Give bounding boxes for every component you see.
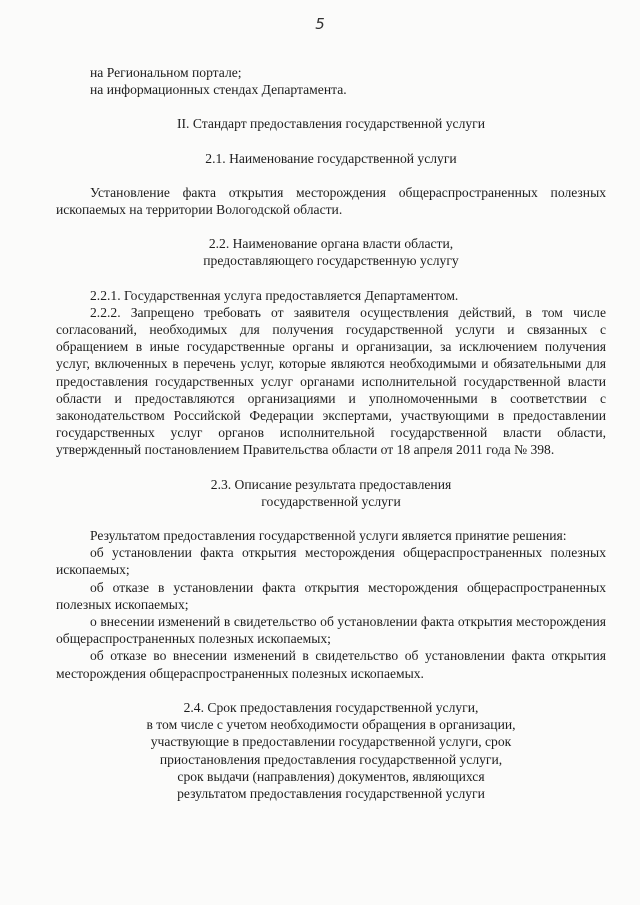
subsection-2-4-heading-line-5: срок выдачи (направления) документов, являющихся (177, 768, 485, 784)
subsection-2-3-heading-line-2: государственной услуги (261, 493, 401, 509)
subsection-2-1-heading: 2.1. Наименование государственной услуги (205, 150, 457, 166)
document-body (56, 64, 606, 802)
subsection-2-3-heading-line-1: 2.3. Описание результата предоставления (210, 476, 452, 492)
subsection-2-4-heading-line-1: 2.4. Срок предоставления государственной услуги, (183, 699, 479, 715)
subsection-2-4-heading-line-3: участвующие в предоставлении государственной услуги, срок (150, 734, 512, 750)
paragraph-2-3-result: Результатом предоставления государственной услуги является принятие решения: (90, 528, 567, 544)
paragraph-2-3-item-3: о внесении изменений в свидетельство об установлении факта открытия месторождения общераспространенных полезных ископаемых; (56, 614, 606, 647)
subsection-2-1-text: Установление факта открытия месторождения общераспространенных полезных ископаемых на территории Вологодской области. (56, 184, 606, 218)
subsection-2-4-heading-line-2: в том числе с учетом необходимости обращения в организации, (146, 717, 516, 733)
paragraph-2-2-2: 2.2.2. Запрещено требовать от заявителя осуществления действий, в том числе согласований, необходимых для получения государственной услуги и связанных с обращением в иные государственные органы и организации, за исключением получения услуг, включенных в перечень услуг, которые являются необходимыми и обязательными для предоставления государственных услуг органами исполнительной государственной власти области и предоставляются организациями и уполномоченными в соответствии с законодательством Российской Федерации экспертами, участвующими в предоставлении государственных услуг органов исполнительной государственной власти области, утвержденный постановлением Правительства области от 18 апреля 2011 года № 398. (56, 304, 606, 458)
paragraph-2-3-item-2: об отказе в установлении факта открытия месторождения общераспространенных полезных ископаемых; (56, 579, 606, 612)
intro-line-1: на Региональном портале; (90, 65, 242, 80)
paragraph-2-3-item-1: об установлении факта открытия месторождения общераспространенных полезных ископаемых; (56, 545, 606, 578)
paragraph-2-2-1: 2.2.1. Государственная услуга предоставляется Департаментом. (90, 287, 459, 303)
subsection-2-2-heading-line-2: предоставляющего государственную услугу (203, 253, 459, 269)
section-2-title: II. Стандарт предоставления государственной услуги (176, 116, 485, 132)
subsection-2-2-heading-line-1: 2.2. Наименование органа власти области, (208, 236, 454, 252)
page-number: 5 (315, 15, 325, 33)
subsection-2-4-heading-line-4: приостановления предоставления государственной услуги, (159, 751, 503, 767)
subsection-2-4-heading-line-6: результатом предоставления государственной услуги (177, 785, 485, 801)
intro-line-2: на информационных стендах Департамента. (90, 82, 347, 98)
paragraph-2-3-item-4: об отказе во внесении изменений в свидетельство об установлении факта открытия месторождения общераспространенных полезных ископаемых. (56, 648, 606, 681)
